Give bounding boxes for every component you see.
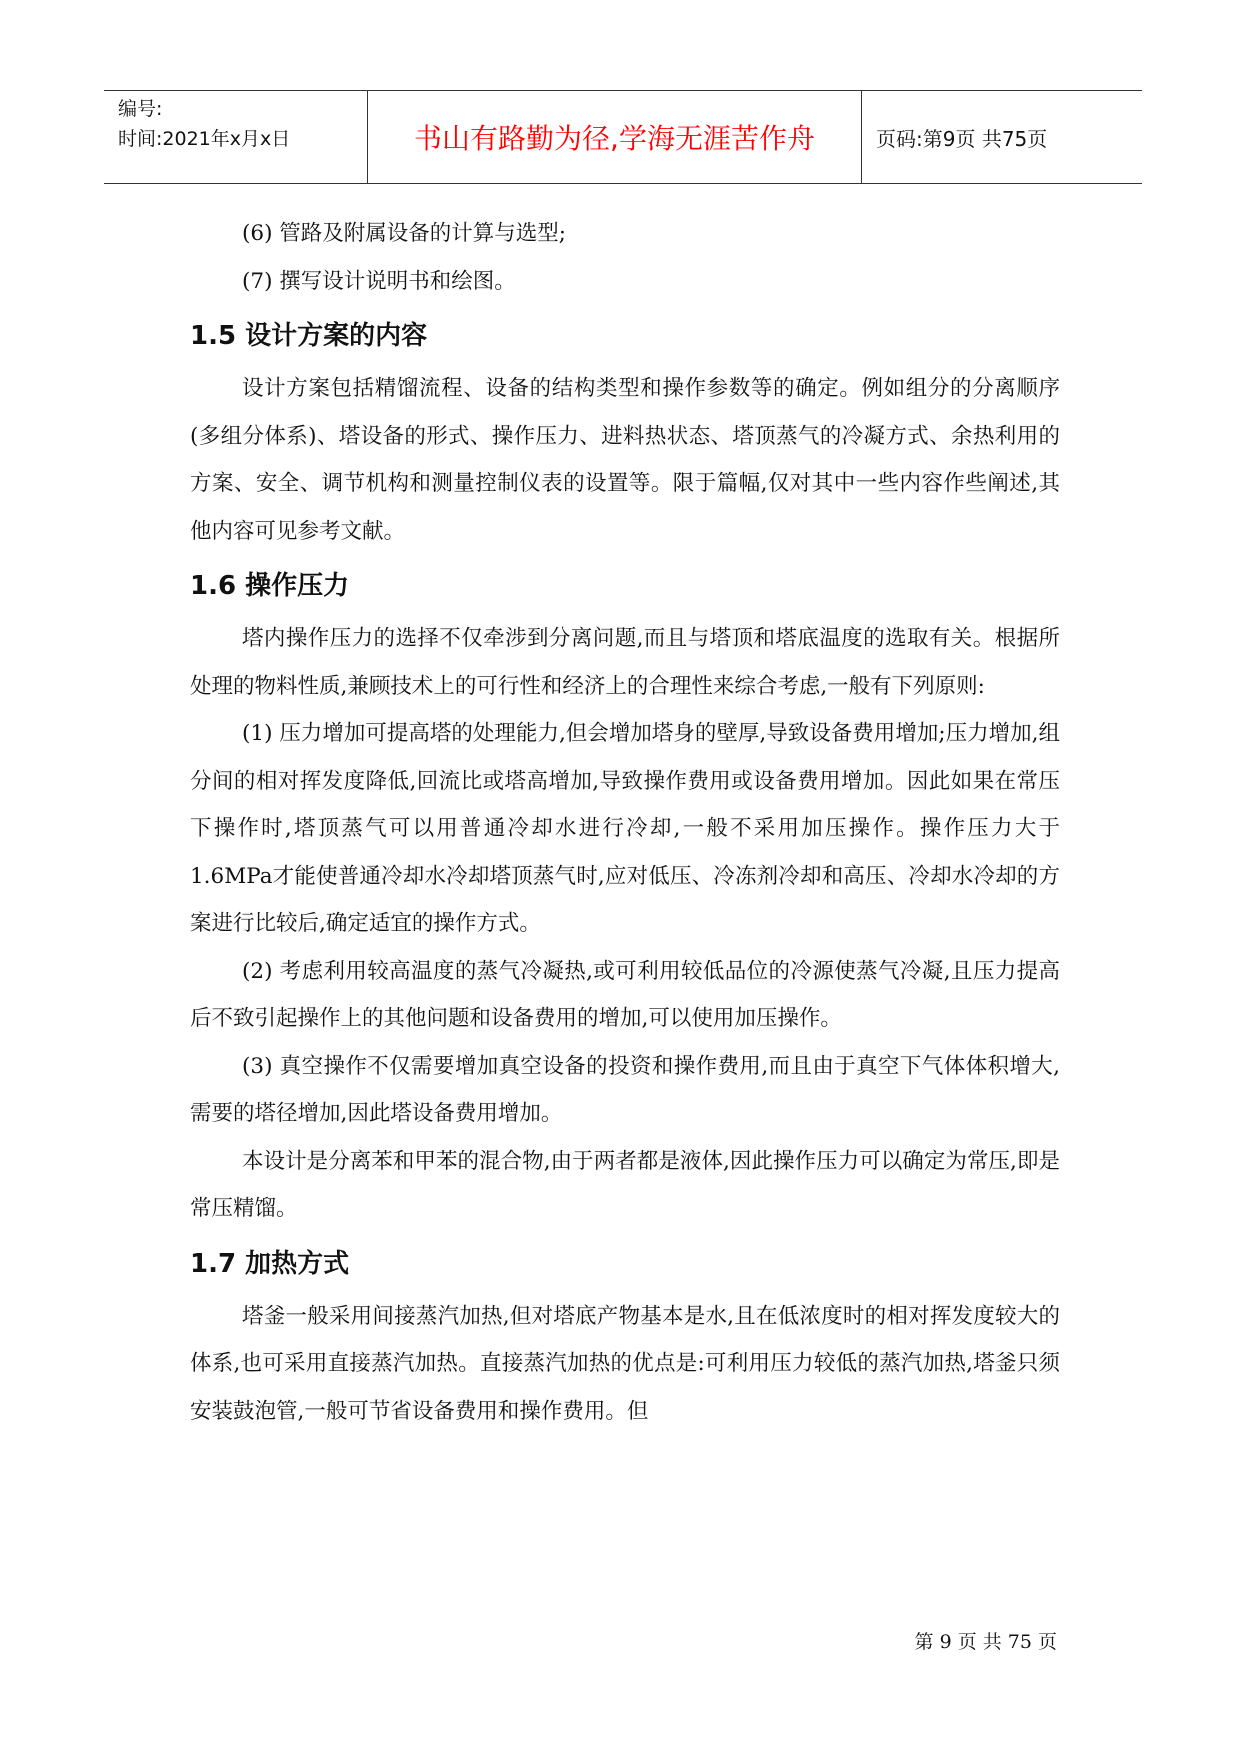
header-page-number: 页码:第9页 共75页 <box>876 126 1048 151</box>
section-heading-1-5: 1.5 设计方案的内容 <box>190 321 428 351</box>
document-body <box>190 210 1060 1435</box>
document-number-label: 编号: <box>118 98 163 120</box>
section-heading-1-7: 1.7 加热方式 <box>190 1248 350 1279</box>
paragraph-principle-3: (3) 真空操作不仅需要增加真空设备的投资和操作费用,而且由于真空下气体体积增大,需要的塔径增加,因此塔设备费用增加。 <box>190 1053 1060 1126</box>
paragraph-design-conclusion: 本设计是分离苯和甲苯的混合物,由于两者都是液体,因此操作压力可以确定为常压,即是常压精馏。 <box>190 1148 1060 1221</box>
section-heading-1-6: 1.6 操作压力 <box>190 571 350 601</box>
page-footer: 第 9 页 共 75 页 <box>914 1631 1057 1653</box>
paragraph-principle-2: (2) 考虑利用较高温度的蒸气冷凝热,或可利用较低品位的冷源使蒸气冷凝,且压力提高后不致引起操作上的其他问题和设备费用的增加,可以使用加压操作。 <box>190 958 1060 1031</box>
document-time-label: 时间:2021年x月x日 <box>118 128 291 150</box>
page-header <box>104 90 1142 184</box>
paragraph-design-scheme: 设计方案包括精馏流程、设备的结构类型和操作参数等的确定。例如组分的分离顺序(多组分体系)、塔设备的形式、操作压力、进料热状态、塔顶蒸气的冷凝方式、余热利用的方案、安全、调节机构和测量控制仪表的设置等。限于篇幅,仅对其中一些内容作些阐述,其他内容可见参考文献。 <box>190 376 1060 544</box>
paragraph-heating-method: 塔釜一般采用间接蒸汽加热,但对塔底产物基本是水,且在低浓度时的相对挥发度较大的体系,也可采用直接蒸汽加热。直接蒸汽加热的优点是:可利用压力较低的蒸汽加热,塔釜只须安装鼓泡管,一般可节省设备费用和操作费用。但 <box>190 1303 1060 1424</box>
list-item-6: (6) 管路及附属设备的计算与选型; <box>242 221 567 246</box>
paragraph-principle-1: (1) 压力增加可提高塔的处理能力,但会增加塔身的壁厚,导致设备费用增加;压力增加,组分间的相对挥发度降低,回流比或塔高增加,导致操作费用或设备费用增加。因此如果在常压下操作时,塔顶蒸气可以用普通冷却水进行冷却,一般不采用加压操作。操作压力大于1.6MPa才能使普通冷却水冷却塔顶蒸气时,应对低压、冷冻剂冷却和高压、冷却水冷却的方案进行比较后,确定适宜的操作方式。 <box>190 721 1060 936</box>
header-slogan: 书山有路勤为径,学海无涯苦作舟 <box>368 91 862 183</box>
list-item-7: (7) 撰写设计说明书和绘图。 <box>242 268 516 294</box>
paragraph-operating-pressure: 塔内操作压力的选择不仅牵涉到分离问题,而且与塔顶和塔底温度的选取有关。根据所处理的物料性质,兼顾技术上的可行性和经济上的合理性来综合考虑,一般有下列原则: <box>190 626 1060 699</box>
header-left-cell <box>104 91 368 183</box>
